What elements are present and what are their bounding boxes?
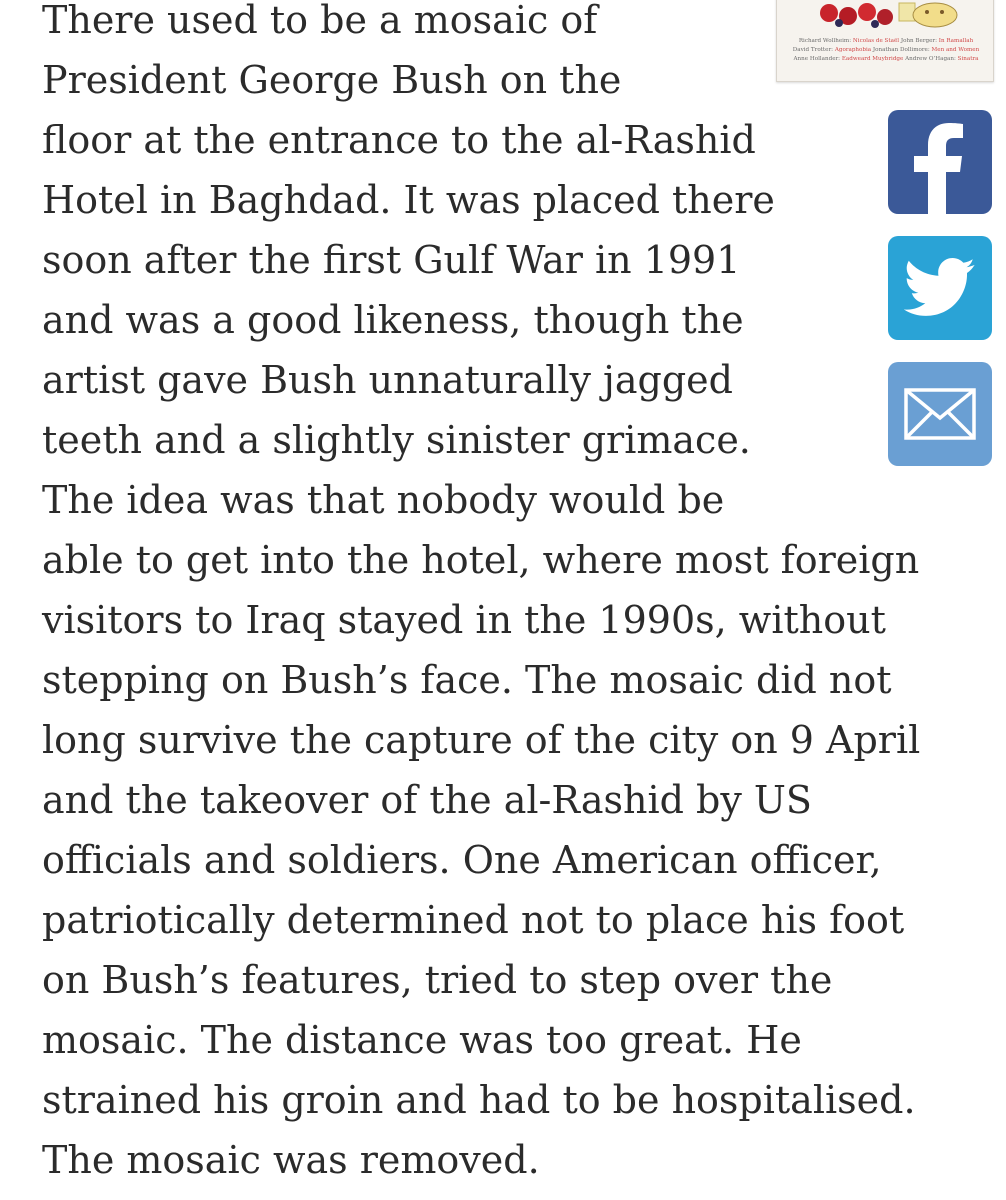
- article-line: The mosaic was removed.: [42, 1138, 540, 1182]
- facebook-icon: [888, 110, 992, 214]
- article-line: officials and soldiers. One American officer,: [42, 838, 882, 882]
- article-body: [42, 0, 982, 1190]
- credit-author: Andrew O’Hagan:: [905, 56, 956, 62]
- article-line: stepping on Bush’s face. The mosaic did not: [42, 658, 892, 702]
- article-line: There used to be a mosaic of: [42, 0, 598, 42]
- credit-title: Sinatra: [957, 56, 979, 62]
- article-line: The idea was that nobody would be: [42, 478, 725, 522]
- email-share-button[interactable]: [888, 362, 992, 466]
- credit-title: Eadweard Muybridge: [841, 56, 904, 62]
- article-line: mosaic. The distance was too great. He: [42, 1018, 802, 1062]
- credit-author: David Trotter:: [792, 47, 834, 53]
- article-line: and the takeover of the al-Rashid by US: [42, 778, 812, 822]
- article-line: artist gave Bush unnaturally jagged: [42, 358, 733, 402]
- credit-title: Agoraphobia: [834, 47, 872, 53]
- twitter-share-button[interactable]: [888, 236, 992, 340]
- article-line: able to get into the hotel, where most foreign: [42, 538, 920, 582]
- credit-title: In Ramallah: [938, 38, 974, 44]
- book-advert[interactable]: [776, 0, 994, 82]
- article-line: floor at the entrance to the al-Rashid: [42, 118, 756, 162]
- article-line: on Bush’s features, tried to step over the: [42, 958, 833, 1002]
- article-line: and was a good likeness, though the: [42, 298, 744, 342]
- facebook-share-button[interactable]: [888, 110, 992, 214]
- credit-author: Richard Wollheim:: [798, 38, 852, 44]
- article-line: long survive the capture of the city on 9 April: [42, 718, 921, 762]
- credit-title: Nicolas de Staël: [852, 38, 900, 44]
- article-line: President George Bush on the: [42, 58, 622, 102]
- credit-author: Jonathan Dollimore:: [872, 47, 930, 53]
- article-line: strained his groin and had to be hospitalised.: [42, 1078, 916, 1122]
- article-line: visitors to Iraq stayed in the 1990s, without: [42, 598, 886, 642]
- article-line: Hotel in Baghdad. It was placed there: [42, 178, 775, 222]
- article-line: soon after the first Gulf War in 1991: [42, 238, 741, 282]
- email-icon: [904, 388, 976, 440]
- article-line: teeth and a slightly sinister grimace.: [42, 418, 751, 462]
- credit-author: Anne Hollander:: [793, 56, 841, 62]
- twitter-icon: [904, 258, 976, 318]
- credit-author: John Berger:: [900, 38, 937, 44]
- article-line: patriotically determined not to place his foot: [42, 898, 905, 942]
- advert-illustration: [815, 0, 965, 29]
- advert-credits: [785, 37, 987, 64]
- credit-title: Men and Women: [931, 47, 980, 53]
